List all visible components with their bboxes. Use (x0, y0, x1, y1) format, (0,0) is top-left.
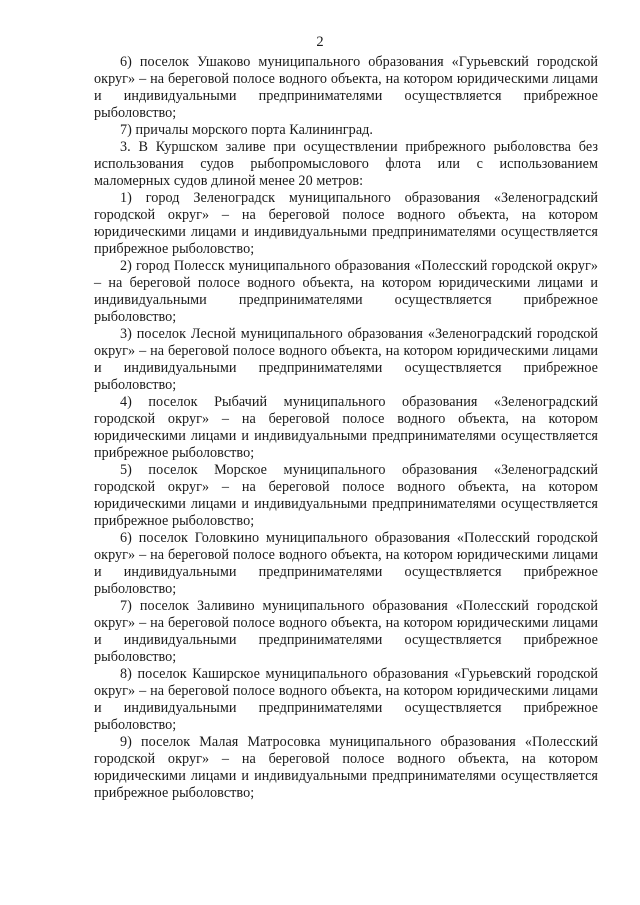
list-item-7-kaliningrad-port: 7) причалы морского порта Калининград. (120, 122, 374, 138)
list-item-6-ushakovo: 6) поселок Ушаково муниципального образования «Гурьевский городской округ» – на береговой полосе водного объекта, на котором юридическими лицами и индивидуальными предпринимателями осуществляется прибрежное рыболовство; (94, 54, 598, 121)
list-item-7-zalivino: 7) поселок Заливино муниципального образования «Полесский городской округ» – на береговой полосе водного объекта, на котором юридическими лицами и индивидуальными предпринимателями осуществляется прибрежное рыболовство; (94, 598, 598, 665)
section-3-heading: 3. В Куршском заливе при осуществлении прибрежного рыболовства без использования судов рыбопромыслового флота или с использованием маломерных судов длиной менее 20 метров: (94, 139, 598, 189)
list-item-1-zelenogradsk: 1) город Зеленоградск муниципального образования «Зеленоградский городской округ» – на береговой полосе водного объекта, на котором юридическими лицами и индивидуальными предпринимателями осуществляется прибрежное рыболовство; (94, 190, 598, 257)
list-item-4-rybachiy: 4) поселок Рыбачий муниципального образования «Зеленоградский городской округ» – на береговой полосе водного объекта, на котором юридическими лицами и индивидуальными предпринимателями осуществляется прибрежное рыболовство; (94, 394, 598, 461)
list-item-2-polessk: 2) город Полесск муниципального образования «Полесский городской округ» – на береговой полосе водного объекта, на котором юридическими лицами и индивидуальными предпринимателями осуществляется прибрежное рыболовство; (94, 258, 598, 325)
list-item-3-lesnoy: 3) поселок Лесной муниципального образования «Зеленоградский городской округ» – на береговой полосе водного объекта, на котором юридическими лицами и индивидуальными предпринимателями осуществляется прибрежное рыболовство; (94, 326, 598, 393)
list-item-9-malaya-matrosovka: 9) поселок Малая Матросовка муниципального образования «Полесский городской округ» – на береговой полосе водного объекта, на котором юридическими лицами и индивидуальными предпринимателями осуществляется прибрежное рыболовство; (94, 734, 598, 801)
document-body (94, 54, 598, 802)
list-item-5-morskoe: 5) поселок Морское муниципального образования «Зеленоградский городской округ» – на береговой полосе водного объекта, на котором юридическими лицами и индивидуальными предпринимателями осуществляется прибрежное рыболовство; (94, 462, 598, 529)
list-item-6-golovkino: 6) поселок Головкино муниципального образования «Полесский городской округ» – на береговой полосе водного объекта, на котором юридическими лицами и индивидуальными предпринимателями осуществляется прибрежное рыболовство; (94, 530, 598, 597)
list-item-8-kashirskoe: 8) поселок Каширское муниципального образования «Гурьевский городской округ» – на береговой полосе водного объекта, на котором юридическими лицами и индивидуальными предпринимателями осуществляется прибрежное рыболовство; (94, 666, 598, 733)
page-number: 2 (316, 34, 324, 50)
